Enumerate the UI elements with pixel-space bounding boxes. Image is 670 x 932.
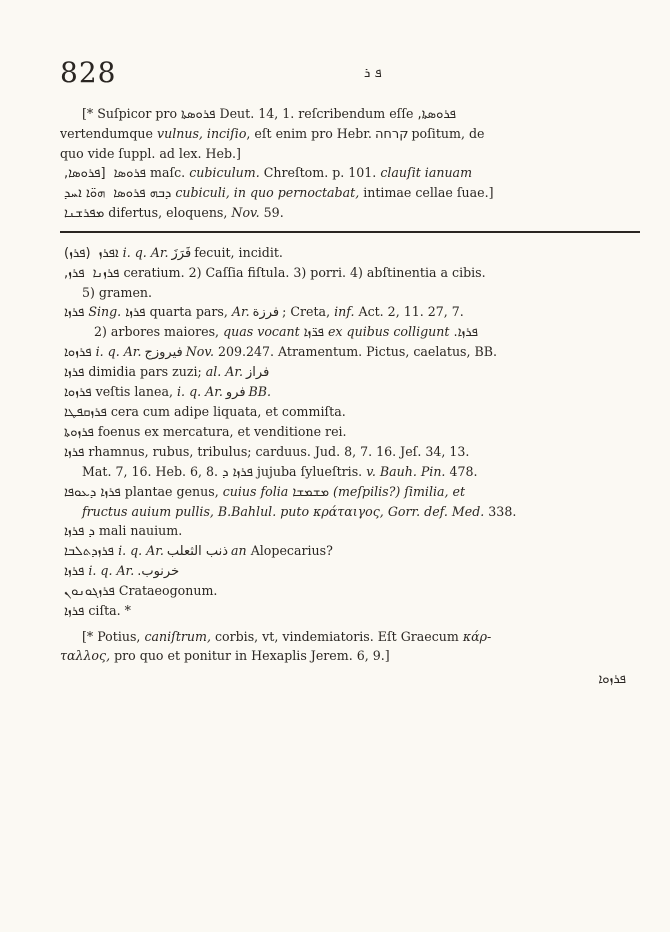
entry-9-cont: Mat. 7, 16. Heb. 6, 8. ܦܪܙܐ ܕ jujuba ſylueſtris. v. Bauh. Pin. 478. (82, 464, 478, 480)
entry-3: ܦܪܙܐ Sing. ܦܪܙܐ quarta pars, Ar. فرزة ; Creta, inf. Act. 2, 11. 27, 7. (64, 304, 464, 320)
entry-10: ܦܪܙܐ ܕܥܘܦܐ plantae genus, cuius folia ܡܫܡܫܐ (meſpilis?) ſimilia, et (64, 484, 466, 500)
entry-13: ܦܪܙܓܘܢܘܢ Crataeogonum. (64, 583, 218, 599)
note-1-line-1: [* Suſpicor pro ܦܪܘܣܬܐ Deut. 14, 1. reſcribendum eſſe ܦܪܘܣܬܐ, (82, 106, 457, 122)
entry-10-cont-2: ܕ ܦܪܙܐ mali nauium. (64, 523, 183, 539)
note-2-line-2: ܗܘ̈ܐ ܐܚܕ ܕܒܗ ܦܪܘܣܐ cubiculi, in quo pernoctabat, intimae cellae ſuae.] (64, 185, 494, 201)
entry-12: ܦܪܙܐ i. q. Ar. خرنوب. (64, 563, 180, 579)
entry-2: ܦܪܙ, ܦܪܙܢܐ ceratium. 2) Caſſia fiſtula. 3) porri. 4) abſtinentia a cibis. (64, 265, 486, 281)
page-header (60, 56, 610, 96)
entry-8: ܦܪܙܘܬܐ foenus ex mercatura, et venditione rei. (64, 424, 347, 440)
note-3: ܡܦܪܫܢܐ difertus, eloquens, Nov. 59. (64, 205, 284, 221)
entry-1: (ܦܪܙ) ܐܦܪܙ i. q. Ar. فَرَزَ fecuit, incidit. (64, 245, 283, 261)
entry-6: ܦܪܙܘܐ veſtis lanea, i. q. Ar. فرو BB. (64, 384, 272, 400)
entry-4: ܦܪܙܘܐ i. q. Ar. فيروزج Nov. 209.247. Atramentum. Pictus, caelatus, BB. (64, 344, 498, 360)
entry-2-cont: 5) gramen. (82, 285, 153, 300)
entry-9: ܦܪܙܐ rhamnus, rubus, tribulus; carduus. Jud. 8, 7. 16. Jeſ. 34, 13. (64, 444, 470, 460)
note-2-line-1: [ܦܪܘܣܐ, ܦܪܘܣܐ maſc. cubiculum. Chreſtom. p. 101. clauſit ianuam (64, 165, 473, 181)
note-1-line-3: quo vide ſuppl. ad lex. Heb.] (60, 146, 241, 161)
entry-14: ܦܪܙܐ ciſta. * (64, 603, 131, 619)
note-1-line-2: vertendumque vulnus, inciſio, eſt enim pro Hebr. קרחה poſitum, de (60, 126, 485, 142)
entry-5: ܦܪܙܐ dimidia pars zuzi; al. Ar. فراز (64, 364, 270, 380)
entry-7: ܦܪܙܩܦܛܐ cera cum adipe liquata, et commiſta. (64, 404, 346, 420)
entry-11: ܦܪܙܕܬܠܒܐ i. q. Ar. ذنب الثعلب an Alopecarius? (64, 543, 333, 559)
entry-15: [* Potius, caniſtrum, corbis, vt, vindemiatoris. Eſt Graecum κάρ- (82, 629, 492, 644)
catchword: ܦܪܙܘܐ (598, 672, 626, 687)
running-head: ܦ ܪ (364, 66, 382, 81)
section-rule (60, 231, 640, 233)
page-body (60, 104, 640, 689)
entry-15-cont: ταλλος, pro quo et ponitur in Hexaplis Jerem. 6, 9.] (60, 648, 390, 663)
entry-10-cont: fructus auium pullis, B.Bahlul. puto κράταιγος, Gorr. def. Med. 338. (82, 504, 517, 519)
entry-3-cont: 2) arbores maiores, quas vocant ܦܪ̈ܙܐ ex quibus colligunt ܦܪܙܐ. (94, 324, 478, 340)
page-number: 828 (60, 56, 117, 89)
